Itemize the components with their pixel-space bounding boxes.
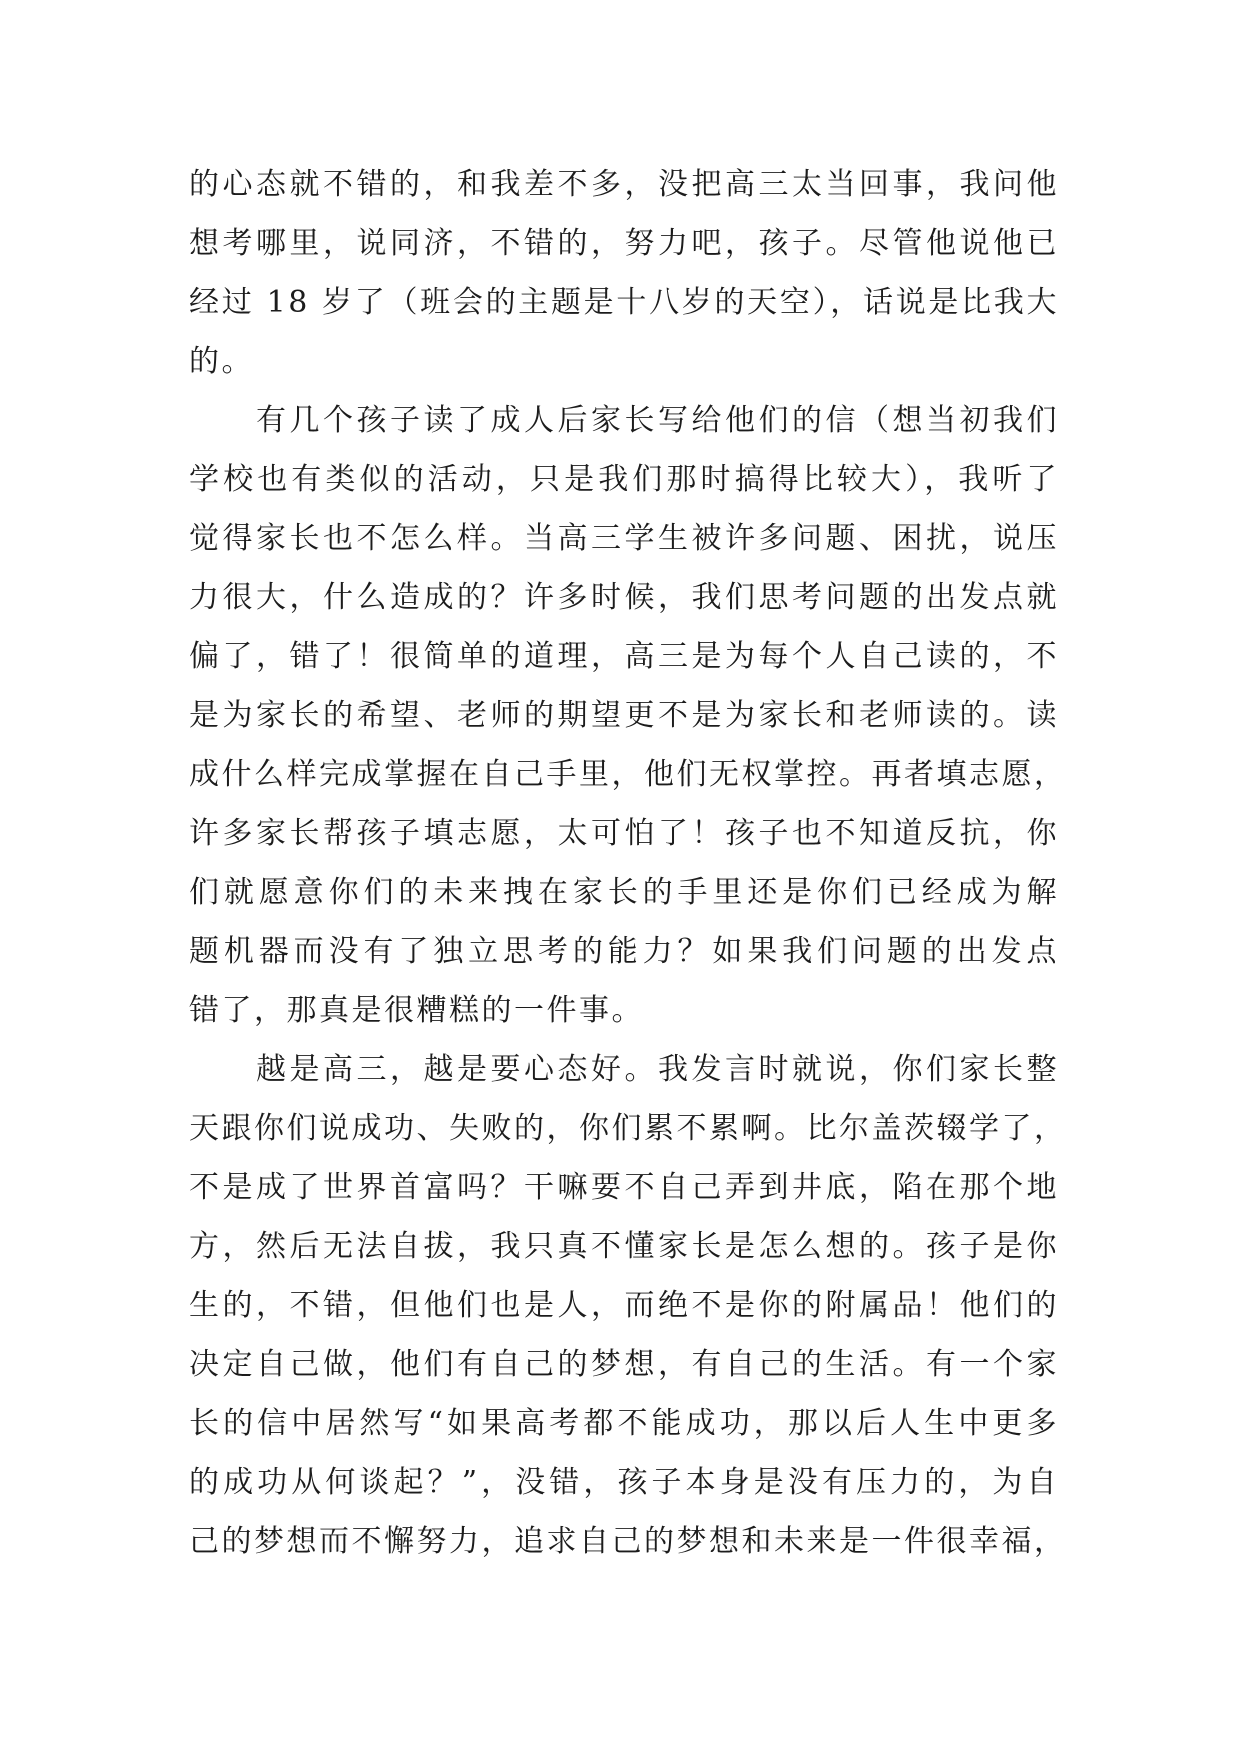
body-text (189, 155, 1067, 1571)
text-line: 想考哪里，说同济，不错的，努力吧，孩子。尽管他说他已 (189, 226, 1059, 261)
text-line: 的心态就不错的，和我差不多，没把高三太当回事，我问他 (189, 167, 1059, 202)
text-line: 天跟你们说成功、失败的，你们累不累啊。比尔盖茨辍学了， (189, 1111, 1067, 1146)
text-line: 有几个孩子读了成人后家长写给他们的信（想当初我们 (189, 403, 1059, 438)
text-line: 成什么样完成掌握在自己手里，他们无权掌控。再者填志愿， (189, 757, 1067, 792)
text-line: 题机器而没有了独立思考的能力？如果我们问题的出发点 (189, 934, 1059, 969)
text-line: 偏了，错了！很简单的道理，高三是为每个人自己读的，不 (189, 639, 1059, 674)
text-line: 的成功从何谈起？”，没错，孩子本身是没有压力的，为自 (189, 1465, 1059, 1500)
text-line: 生的，不错，但他们也是人，而绝不是你的附属品！他们的 (189, 1288, 1059, 1323)
text-line: 学校也有类似的活动，只是我们那时搞得比较大），我听了 (189, 462, 1059, 497)
text-line: 决定自己做，他们有自己的梦想，有自己的生活。有一个家 (189, 1347, 1059, 1382)
text-line: 越是高三，越是要心态好。我发言时就说，你们家长整 (189, 1052, 1059, 1087)
text-line: 觉得家长也不怎么样。当高三学生被许多问题、困扰，说压 (189, 521, 1059, 556)
text-line: 长的信中居然写“如果高考都不能成功，那以后人生中更多 (189, 1406, 1059, 1441)
text-line: 是为家长的希望、老师的期望更不是为家长和老师读的。读 (189, 698, 1059, 733)
text-line: 们就愿意你们的未来拽在家长的手里还是你们已经成为解 (189, 875, 1059, 910)
text-line: 方，然后无法自拔，我只真不懂家长是怎么想的。孩子是你 (189, 1229, 1059, 1264)
text-line: 己的梦想而不懈努力，追求自己的梦想和未来是一件很幸福， (189, 1524, 1067, 1559)
text-line: 不是成了世界首富吗？干嘛要不自己弄到井底，陷在那个地 (189, 1170, 1059, 1205)
text-line: 许多家长帮孩子填志愿，太可怕了！孩子也不知道反抗，你 (189, 816, 1059, 851)
text-line: 错了，那真是很糟糕的一件事。 (189, 993, 644, 1028)
text-line: 力很大，什么造成的？许多时候，我们思考问题的出发点就 (189, 580, 1059, 615)
text-line: 经过 18 岁了（班会的主题是十八岁的天空），话说是比我大 (189, 285, 1059, 320)
text-line: 的。 (189, 344, 254, 379)
